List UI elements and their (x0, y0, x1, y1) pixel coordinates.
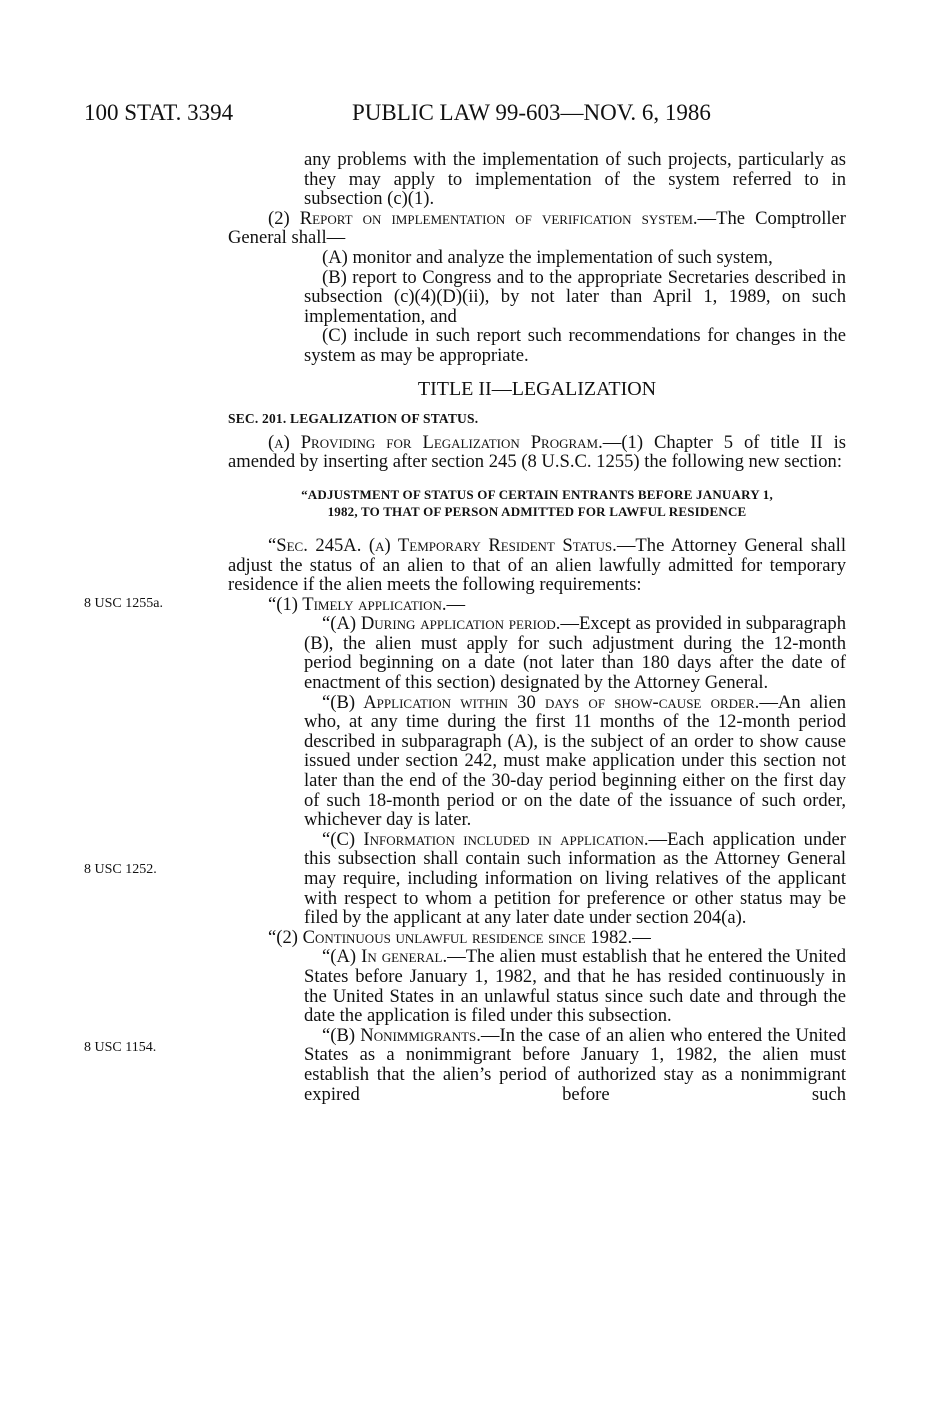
paragraph-3: (A) monitor and analyze the implementation of such system, (322, 246, 773, 268)
paragraph-2-heading: (2) Report on implementation of verification system. (268, 207, 698, 229)
title-heading: TITLE II—LEGALIZATION (417, 377, 657, 400)
paragraph-5: (C) include in such report such recommendations for changes in the system as may be appropriate. (304, 325, 846, 366)
paragraph-11-heading: “(C) Information included in application. (322, 828, 649, 850)
paragraph-1: any problems with the implementation of such projects, particularly as they may apply to implementation of the system referred to in subsection (c)(1). (304, 149, 846, 210)
statute-reference: 100 STAT. 3394 (84, 100, 234, 125)
paragraph-2 (228, 209, 846, 248)
paragraph-14-heading: “(B) Nonimmigrants. (322, 1024, 481, 1046)
paragraph-7-heading: “Sec. 245A. (a) Temporary Resident Status. (268, 534, 617, 556)
paragraph-9-heading: “(A) During application period. (322, 613, 561, 635)
paragraph-2-text: —The Comptroller General shall— (228, 207, 847, 249)
paragraph-6 (228, 433, 846, 472)
subheading-line-2: 1982, TO THAT OF PERSON ADMITTED FOR LAWFUL RESIDENCE (327, 503, 747, 519)
paragraph-9 (228, 614, 846, 692)
paragraph-14 (228, 1026, 846, 1104)
document-body (228, 150, 846, 1104)
paragraph-11-text: —Each application under this subsection shall contain such information as the Attorney General may require, including information on living relatives of the applicant with respect to whom a petition for preference or other status may be filed by the applicant at any later date under section 204(a). (304, 828, 846, 929)
margin-note-usc-1255a: 8 USC 1255a. (84, 596, 163, 611)
paragraph-10-heading: “(B) Application within 30 days of show-cause order. (322, 691, 760, 713)
paragraph-4: (B) report to Congress and to the appropriate Secretaries described in subsection (c)(4)(D)(ii), by not later than April 1, 1989, on such implementation, and (304, 266, 846, 327)
paragraph-6-heading: (a) Providing for Legalization Program. (268, 431, 603, 453)
paragraph-10-text: —An alien who, at any time during the first 11 months of the 12-month period described in subparagraph (A), is the subject of an order to show cause issued under section 242, must make application under this section not later than the end of the 30-day period beginning either on the first day of such 18-month period or on the date of the issuance of such order, whichever day is later. (304, 691, 846, 831)
paragraph-12: “(2) Continuous unlawful residence since 1982.— (268, 926, 651, 948)
public-law-reference: PUBLIC LAW 99-603—NOV. 6, 1986 (352, 100, 711, 125)
paragraph-10 (228, 693, 846, 830)
paragraph-7 (228, 536, 846, 595)
paragraph-13-heading: “(A) In general. (322, 946, 448, 968)
paragraph-14-text: —In the case of an alien who entered the United States as a nonimmigrant before January 1, 1982, the alien must establish that the alien’s period of authorized stay as a nonimmigrant expired before such (304, 1024, 846, 1105)
paragraph-8: “(1) Timely application.— (268, 593, 466, 615)
section-subheading (228, 486, 846, 520)
margin-note-usc-1252: 8 USC 1252. (84, 862, 157, 877)
margin-note-usc-1154: 8 USC 1154. (84, 1040, 157, 1055)
subheading-line-1: “ADJUSTMENT OF STATUS OF CERTAIN ENTRANTS BEFORE JANUARY 1, (301, 486, 773, 502)
section-heading: SEC. 201. LEGALIZATION OF STATUS. (228, 411, 479, 427)
paragraph-9-text: —Except as provided in subparagraph (B), the alien must apply for such adjustment during the 12-month period beginning on a date (not later than 180 days after the date of enactment of this section) designated by the Attorney General. (304, 613, 846, 694)
paragraph-13 (228, 947, 846, 1025)
page-header (84, 100, 844, 130)
paragraph-13-text: —The alien must establish that he entered the United States before January 1, 1982, and that he has resided continuously in the United States in an unlawful status since such date and through the date the application is filed under this subsection. (304, 946, 846, 1027)
paragraph-11 (228, 830, 846, 928)
paragraph-6-text: —(1) Chapter 5 of title II is amended by inserting after section 245 (8 U.S.C. 1255) the following new section: (228, 431, 847, 473)
paragraph-7-text: —The Attorney General shall adjust the status of an alien to that of an alien lawfully admitted for temporary residence if the alien meets the following requirements: (228, 534, 846, 596)
